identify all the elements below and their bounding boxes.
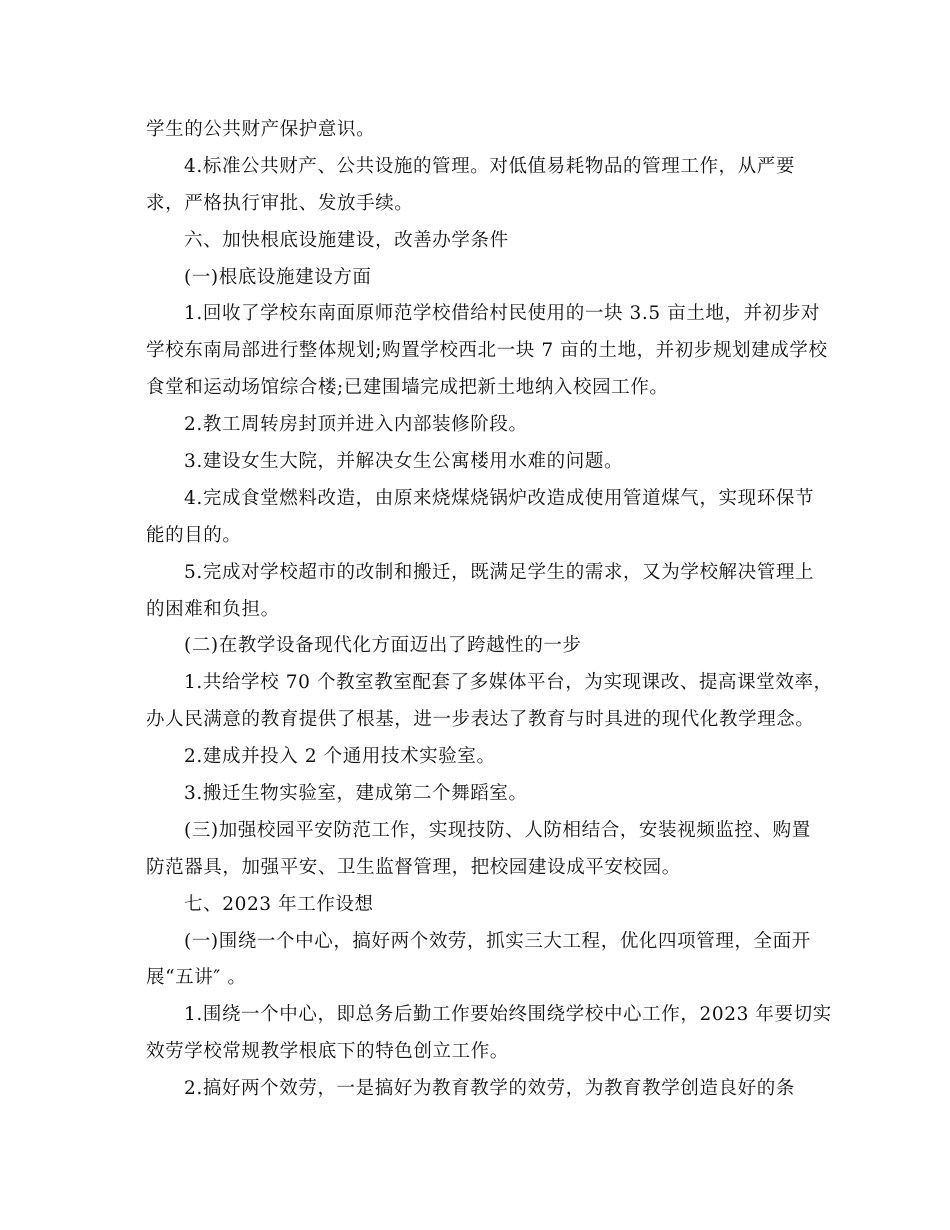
text-line: 能的目的。 <box>146 524 242 546</box>
text-line: 1.围绕一个中心，即总务后勤工作要始终围绕学校中心工作，2023 年要切实 <box>184 1004 832 1026</box>
text-line: (三)加强校园平安防范工作，实现技防、人防相结合，安装视频监控、购置 <box>184 819 811 841</box>
text-line: (二)在教学设备现代化方面迈出了跨越性的一步 <box>184 635 582 657</box>
text-line: 效劳学校常规教学根底下的特色创立工作。 <box>146 1041 509 1063</box>
text-line: 六、加快根底设施建设，改善办学条件 <box>184 229 509 251</box>
text-line: 3.搬迁生物实验室，建成第二个舞蹈室。 <box>184 783 528 805</box>
text-line: 的困难和负担。 <box>146 598 280 620</box>
text-line: 七、2023 年工作设想 <box>184 893 374 915</box>
text-line: 学生的公共财产保护意识。 <box>146 119 376 140</box>
text-line: 3.建设女生大院，并解决女生公寓楼用水难的问题。 <box>184 451 624 473</box>
text-line: 2.教工周转房封顶并进入内部装修阶段。 <box>184 414 528 436</box>
text-line: 展“五讲″ 。 <box>146 967 247 989</box>
document-page <box>146 112 833 1108</box>
text-line: (一)围绕一个中心，搞好两个效劳，抓实三大工程，优化四项管理，全面开 <box>184 930 811 952</box>
text-line: 求，严格执行审批、发放手续。 <box>146 192 414 214</box>
text-line: 办人民满意的教育提供了根基，进一步表达了教育与时具进的现代化教学理念。 <box>146 709 815 731</box>
text-line: 4.标准公共财产、公共设施的管理。对低值易耗物品的管理工作，从严要 <box>184 155 795 177</box>
text-line: (一)根底设施建设方面 <box>184 266 372 288</box>
text-line: 2.搞好两个效劳，一是搞好为教育教学的效劳，为教育教学创造良好的条 <box>184 1078 795 1100</box>
text-line: 学校东南局部进行整体规划;购置学校西北一块 7 亩的土地，并初步规划建成学校 <box>146 340 828 362</box>
text-line: 防范器具，加强平安、卫生监督管理，把校园建设成平安校园。 <box>146 856 681 878</box>
text-line: 1.回收了学校东南面原师范学校借给村民使用的一块 3.5 亩土地，并初步对 <box>184 303 821 325</box>
text-line: 5.完成对学校超市的改制和搬迁，既满足学生的需求，又为学校解决管理上 <box>184 561 815 583</box>
text-line: 4.完成食堂燃料改造，由原来烧煤烧锅炉改造成使用管道煤气，实现环保节 <box>184 487 815 509</box>
text-line: 2.建成并投入 2 个通用技术实验室。 <box>184 746 496 768</box>
text-line: 1.共给学校 70 个教室教室配套了多媒体平台，为实现课改、提高课堂效率， <box>184 672 833 694</box>
text-line: 食堂和运动场馆综合楼;已建围墙完成把新土地纳入校园工作。 <box>146 377 669 399</box>
